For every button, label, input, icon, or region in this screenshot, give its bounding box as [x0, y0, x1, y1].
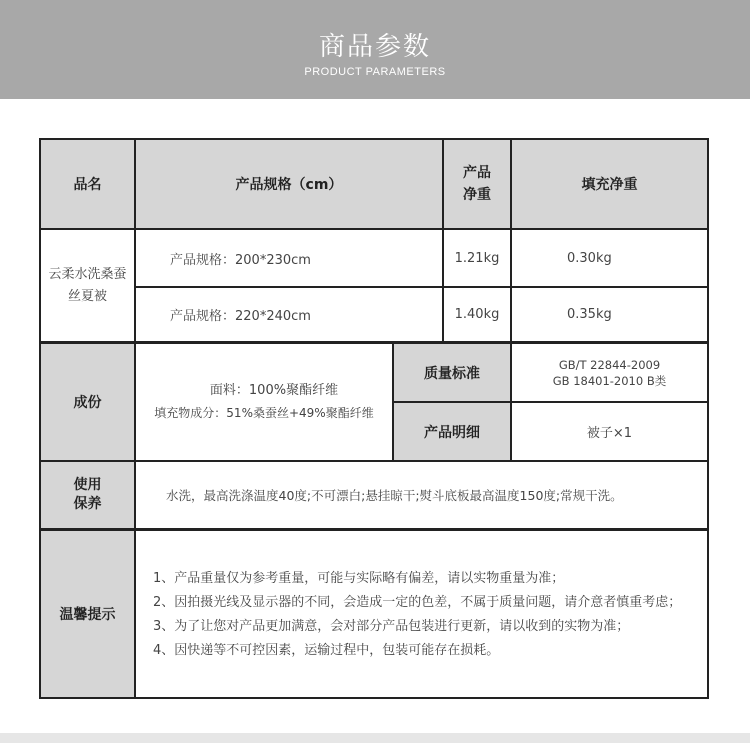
- table-row-2-fill: [512, 288, 707, 341]
- divider: [41, 228, 707, 230]
- composition-table: [39, 342, 709, 462]
- care-table: [39, 460, 709, 530]
- care-label-line2: 保养: [73, 496, 102, 512]
- tips-item: 1、产品重量仅为参考重量，可能与实际略有偏差，请以实物重量为准；: [153, 571, 565, 586]
- divider: [134, 344, 136, 460]
- header-spec-cell: [136, 140, 442, 228]
- header-name: 品名: [73, 177, 102, 193]
- header-banner: [0, 0, 750, 99]
- standard-line2: GB 18401-2010 B类: [552, 373, 667, 388]
- page-title: 商品参数: [318, 32, 431, 62]
- composition-content-cell: [136, 344, 392, 460]
- product-name-cell: [41, 230, 134, 341]
- standard-line1: GB/T 22844-2009: [558, 357, 661, 372]
- header-weight-cell: [444, 140, 510, 228]
- standard-label: 质量标准: [424, 365, 480, 382]
- detail-value-cell: [512, 403, 707, 460]
- spec-table: [39, 138, 709, 343]
- care-label-line1: 使用: [73, 477, 102, 493]
- detail-label-cell: [394, 403, 510, 460]
- table-row-1-fill: [512, 230, 707, 286]
- row-1-spec-text: 产品规格：200*230cm: [170, 252, 311, 268]
- divider: [510, 140, 512, 341]
- tips-list: [153, 567, 703, 663]
- detail-value: 被子×1: [586, 426, 633, 441]
- tips-item: 3、为了让您对产品更加满意，会对部分产品包装进行更新，请以收到的实物为准；: [153, 619, 630, 634]
- table-row-2-spec: [136, 288, 442, 341]
- row-2-spec-text: 产品规格：220*240cm: [170, 309, 311, 324]
- tips-label: 温馨提示: [59, 607, 116, 623]
- detail-label: 产品明细: [424, 424, 480, 441]
- tips-label-cell: [41, 531, 134, 697]
- header-name-cell: [41, 140, 134, 228]
- divider: [392, 401, 707, 403]
- care-text-cell: [136, 462, 707, 528]
- header-spec: 产品规格（cm）: [235, 177, 343, 193]
- table-row-1-spec: [136, 230, 442, 286]
- row-2-fill-text: 0.35kg: [567, 307, 612, 322]
- tips-item: 4、因快递等不可控因素，运输过程中，包装可能存在损耗。: [153, 643, 500, 658]
- divider: [134, 462, 136, 528]
- divider: [442, 140, 444, 341]
- header-fill-cell: [512, 140, 707, 228]
- filling-text: 填充物成分：51%桑蚕丝+49%聚酯纤维: [154, 406, 374, 420]
- divider: [134, 286, 707, 288]
- composition-label: 成份: [73, 395, 102, 411]
- divider: [134, 531, 136, 697]
- row-1-weight-text: 1.21kg: [454, 250, 500, 266]
- row-1-fill-text: 0.30kg: [567, 250, 612, 266]
- composition-label-cell: [41, 344, 134, 460]
- fabric-text: 面料：100%聚酯纤维: [209, 383, 339, 398]
- row-2-weight-text: 1.40kg: [454, 307, 500, 322]
- tips-item: 2、因拍摄光线及显示器的不同，会造成一定的色差，不属于质量问题，请介意者慎重考虑；: [153, 595, 682, 610]
- header-weight-line1: 产品: [463, 165, 491, 181]
- standard-value-cell: [512, 344, 707, 401]
- footer-strip: [0, 733, 750, 743]
- table-row-2-weight: [444, 288, 510, 341]
- header-weight-line2: 净重: [463, 187, 491, 203]
- table-row-1-weight: [444, 230, 510, 286]
- standard-label-cell: [394, 344, 510, 401]
- tips-table: [39, 529, 709, 699]
- divider: [134, 140, 136, 341]
- care-label-cell: [41, 462, 134, 528]
- care-text: 水洗，最高洗涤温度40度;不可漂白;悬挂晾干;熨斗底板最高温度150度;常规干洗。: [166, 488, 623, 503]
- page-subtitle: PRODUCT PARAMETERS: [304, 66, 446, 78]
- header-fill: 填充净重: [581, 177, 638, 193]
- product-name-line2: 丝夏被: [67, 288, 107, 304]
- product-name-line1: 云柔水洗桑蚕: [48, 266, 127, 282]
